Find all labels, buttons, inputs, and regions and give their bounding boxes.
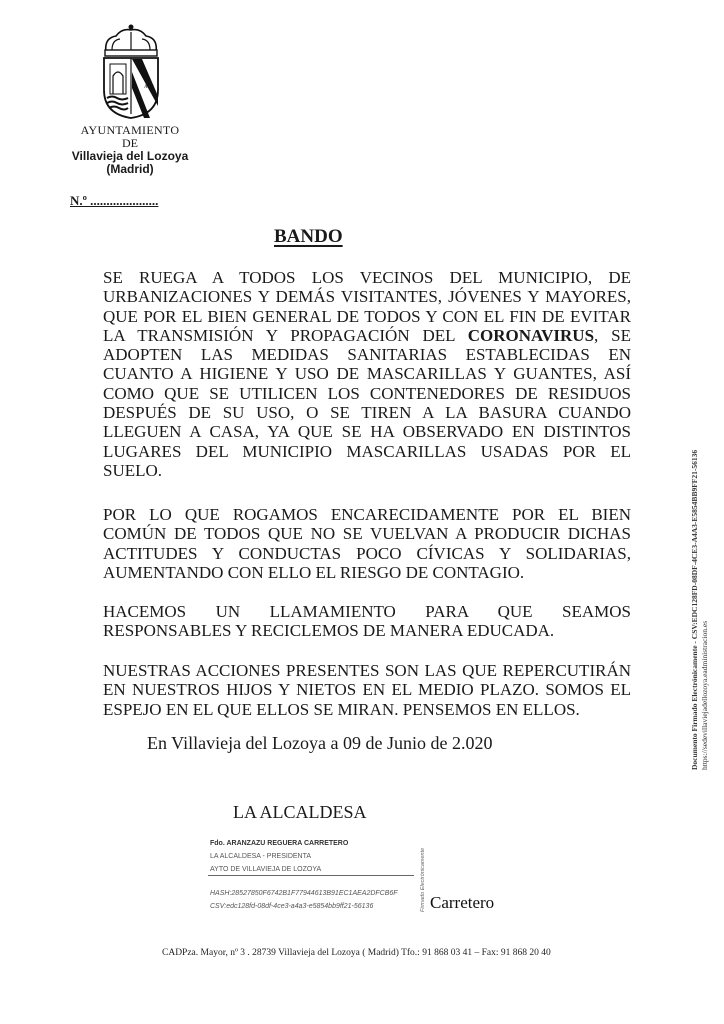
paragraph-1-text-b: , SE ADOPTEN LAS MEDIDAS SANITARIAS ESTABLECIDAS EN CUANTO A HIGIENE Y USO DE MASCARILLAS Y GUANTES, ASÍ COMO QUE SE UTILICEN LOS CONTENEDORES DE RESIDUOS DESPUÉS DE SU USO, O SE TIREN A LA BASURA CUANDO LLEGUEN A CASA, YA QUE SE HA OBSERVADO EN DISTINTOS LUGARES DEL MUNICIPIO MASCARILLAS USADAS POR EL SUELO. bbox=[103, 325, 631, 480]
signature-csv: CSV:edc128fd-08df-4ce3-a4a3-e5854bb9ff21-56136 bbox=[210, 903, 374, 910]
paragraph-1-text-a: SE RUEGA A TODOS LOS VECINOS DEL MUNICIPIO, DE URBANIZACIONES Y DEMÁS VISITANTES, JÓVENES Y MAYORES, QUE POR EL BIEN GENERAL DE TODOS Y CON EL FIN DE EVITAR LA TRANSMISIÓN Y PROPAGACIÓN DEL bbox=[103, 268, 631, 345]
paragraph-3: HACEMOS UN LLAMAMIENTO PARA QUE SEAMOS RESPONSABLES Y RECICLEMOS DE MANERA EDUCADA. bbox=[103, 602, 631, 641]
header-de: DE bbox=[122, 136, 138, 150]
paragraph-2: POR LO QUE ROGAMOS ENCARECIDAMENTE POR EL BIEN COMÚN DE TODOS QUE NO SE VUELVAN A PRODUCIR DICHAS ACTITUDES Y CONDUCTAS POCO CÍVICAS Y SOLIDARIAS, AUMENTANDO CON ELLO EL RIESGO DE CONTAGIO. bbox=[103, 505, 631, 582]
svg-text:AVE: AVE bbox=[144, 85, 154, 90]
signature-hash: HASH:28527850F6742B1F77944613B91EC1AEA2DFCB6F bbox=[210, 890, 398, 897]
signer-title: LA ALCALDESA bbox=[233, 802, 367, 822]
footer-address: CADPza. Mayor, nº 3 . 28739 Villavieja del Lozoya ( Madrid) Tfo.: 91 868 03 41 – Fax: 91 868 20 40 bbox=[162, 948, 551, 958]
coat-of-arms-icon bbox=[98, 22, 164, 120]
margin-verification-url[interactable]: https://sedevillaviejadellozoya.eadministracion.es bbox=[700, 620, 709, 770]
paragraph-1-emphasis: CORONAVIRUS bbox=[467, 325, 595, 345]
margin-csv-notice: Documento Firmado Electrónicamente - CSV:EDC128FD-08DF-4CE3-A4A3-E5854BB9FF21-56136 bbox=[690, 449, 699, 770]
paragraph-1 bbox=[103, 268, 631, 480]
signature-name: Fdo. ARANZAZU REGUERA CARRETERO bbox=[210, 840, 349, 847]
signature-electronic-label: Firmado Electrónicamente bbox=[420, 847, 426, 912]
signature-mark: Carretero bbox=[430, 893, 495, 912]
paragraph-4: NUESTRAS ACCIONES PRESENTES SON LAS QUE REPERCUTIRÁN EN NUESTROS HIJOS Y NIETOS EN EL MEDIO PLAZO. SOMOS EL ESPEJO EN EL QUE ELLOS SE MIRAN. PENSEMOS EN ELLOS. bbox=[103, 661, 631, 719]
signature-role: LA ALCALDESA - PRESIDENTA bbox=[210, 853, 312, 860]
document-number: N.º ..................... bbox=[70, 193, 159, 208]
place-and-date: En Villavieja del Lozoya a 09 de Junio de 2.020 bbox=[147, 733, 493, 753]
header-ayuntamiento: AYUNTAMIENTO bbox=[80, 123, 180, 137]
header-province: (Madrid) bbox=[106, 162, 154, 176]
header-municipality: Villavieja del Lozoya bbox=[71, 149, 189, 163]
signature-divider bbox=[208, 875, 414, 876]
signature-organization: AYTO DE VILLAVIEJA DE LOZOYA bbox=[210, 866, 322, 873]
document-title: BANDO bbox=[274, 226, 343, 247]
